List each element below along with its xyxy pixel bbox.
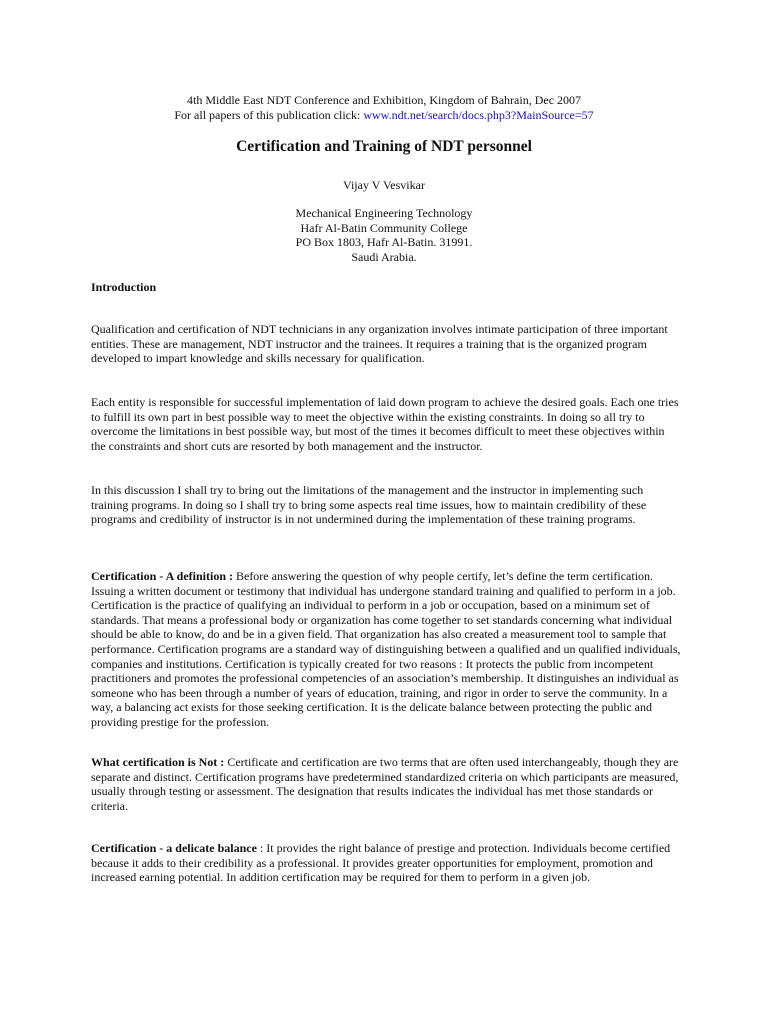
paragraph-intro-1: Qualification and certification of NDT technicians in any organization involves intimate participation of three important entities. These are management, NDT instructor and the trainees. It requires a training that is the organized program developed to impart knowledge and skills necessary for qualification. — [91, 322, 668, 366]
affiliation-line: Hafr Al-Batin Community College — [300, 220, 468, 235]
definition-text: Before answering the question of why people certify, let’s define the term certification. Issuing a written document or testimony that individual has undergone standard training and qualified to perform in a job. Certification is the practice of qualifying an individual to perform in a job or occupation, based on a minimum set of standards. That means a professional body or organization has come together to set standards concerning what individual should be able to know, do and be in a given field. That organization has also created a measurement tool to sample that performance. Certification programs are a standard way of distinguishing between a qualified and un qualified individuals, companies and institutions. Certification is typically created for two reasons : It protects the public from incompetent practitioners and promotes the professional competencies of an association’s membership. It distinguishes an individual as someone who has been through a number of years of education, training, and rigor in order to serve the community. In a way, a balancing act exists for those seeking certification. It is the delicate balance between protecting the public and providing prestige for the profession. — [91, 569, 681, 729]
affiliation-line: PO Box 1803, Hafr Al-Batin. 31991. — [295, 235, 473, 250]
paragraph-intro-2: Each entity is responsible for successful implementation of laid down program to achieve the desired goals. Each one tries to fulfill its own part in best possible way to meet the objective within the existing constraints. In doing so all try to overcome the limitations in best possible way, but most of the times it becomes difficult to meet these objectives within the constraints and short cuts are resorted by both management and the instructor. — [91, 395, 679, 453]
section-heading-introduction: Introduction — [91, 280, 157, 294]
balance-label: Certification - a delicate balance — [91, 841, 257, 855]
affiliation-line: Saudi Arabia. — [351, 249, 417, 264]
what-not-label: What certification is Not : — [91, 755, 225, 769]
paragraph-delicate-balance — [91, 841, 681, 885]
paragraph-intro-3: In this discussion I shall try to bring out the limitations of the management and the instructor in implementing such training programs. In doing so I shall try to bring some aspects real time issues, how to maintain credibility of these programs and credibility of instructor is in not undermined during the implementation of these training programs. — [91, 483, 647, 527]
publication-line — [0, 108, 768, 123]
publication-link[interactable]: www.ndt.net/search/docs.php3?MainSource=57 — [363, 108, 594, 122]
definition-label: Certification - A definition : — [91, 569, 233, 583]
author-affiliation — [0, 206, 768, 264]
what-not-text: Certificate and certification are two terms that are often used interchangeably, though they are separate and distinct. Certification programs have predetermined standardized criteria on which participants are measured, usually through testing or assessment. The designation that results indicates the individual has met those standards or criteria. — [91, 755, 679, 813]
conference-line: 4th Middle East NDT Conference and Exhibition, Kingdom of Bahrain, Dec 2007 — [186, 93, 582, 107]
paper-title: Certification and Training of NDT personnel — [236, 138, 532, 155]
publication-prefix: For all papers of this publication click: — [174, 108, 364, 122]
paper-author: Vijay V Vesvikar — [343, 178, 425, 192]
affiliation-line: Mechanical Engineering Technology — [295, 206, 473, 220]
paragraph-definition — [91, 569, 681, 730]
balance-text: : It provides the right balance of prestige and protection. Individuals become certified because it adds to their credibility as a professional. It provides greater opportunities for employment, promotion and increased earning potential. In addition certification may be required for them to perform in a given job. — [91, 841, 671, 885]
paragraph-what-not — [91, 755, 681, 813]
conference-header — [0, 93, 768, 123]
